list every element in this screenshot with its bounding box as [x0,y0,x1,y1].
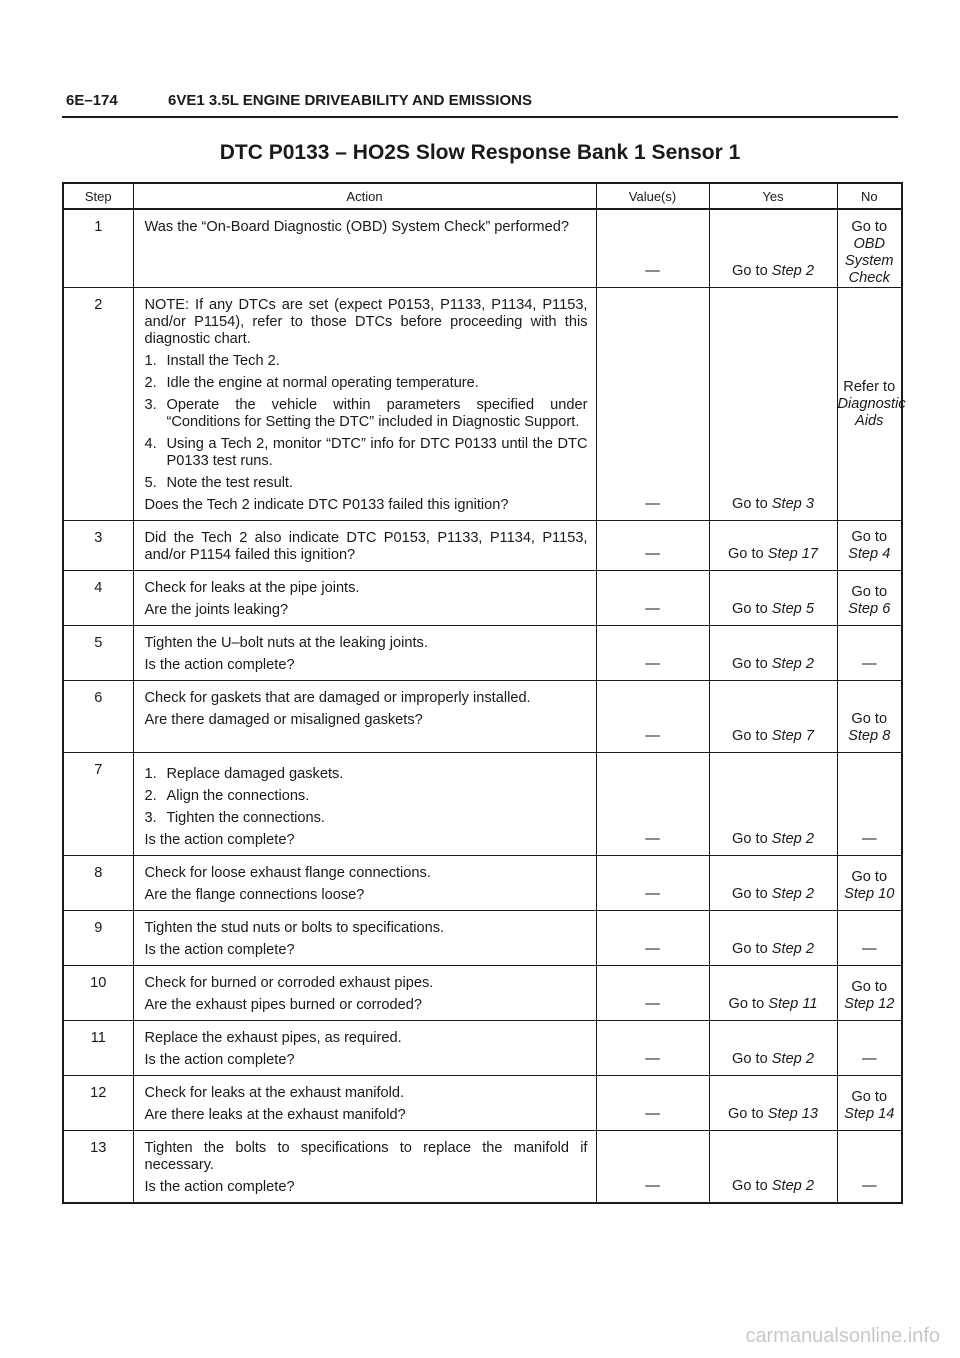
yes-cell: Go to Step 2 [709,209,837,288]
action-cell [133,209,596,288]
action-question: Is the action complete? [144,832,295,848]
yes-step-link[interactable]: Step 2 [771,886,814,902]
action-cell [133,681,596,753]
value-cell: — [596,1131,709,1204]
yes-step-link[interactable]: Step 2 [771,263,814,279]
column-header-yes: Yes [709,183,837,209]
action-text: Check for leaks at the exhaust manifold. [144,1085,405,1101]
yes-step-link[interactable]: Step 2 [771,941,814,957]
action-text: Are the joints leaking? [144,602,289,618]
action-text: Is the action complete? [144,942,295,958]
action-text: Check for burned or corroded exhaust pipes. [144,975,434,991]
action-text: Tighten the stud nuts or bolts to specifications. [144,920,445,936]
table-body [63,209,906,1203]
value-cell: — [596,626,709,681]
no-step-link[interactable]: Step 14 [844,1106,895,1122]
table-header-row [63,183,902,209]
table-row [63,753,902,856]
action-cell [133,626,596,681]
yes-cell: Go to Step 5 [709,571,837,626]
action-text: Check for gaskets that are damaged or improperly installed. [144,690,531,706]
value-cell: — [596,288,709,521]
action-cell [133,571,596,626]
substep-item: 5. Note the test result. [144,475,294,491]
page-header [62,92,898,118]
no-cell: Go to Step 14 [837,1076,902,1131]
action-text: Did the Tech 2 also indicate DTC P0153, P1133, P1134, P1153, and/or P1154 failed this ignition? [144,530,588,563]
no-cell: Go to Step 6 [837,571,902,626]
action-text: Replace the exhaust pipes, as required. [144,1030,402,1046]
value-cell: — [596,753,709,856]
table-row [63,681,902,753]
no-cell: — [837,626,902,681]
action-text: Was the “On-Board Diagnostic (OBD) System Check” performed? [144,219,569,235]
table-row [63,571,902,626]
yes-cell: Go to Step 2 [709,626,837,681]
yes-cell: Go to Step 2 [709,856,837,911]
step-number: 11 [63,1021,133,1076]
no-step-link[interactable]: Step 6 [848,601,891,617]
section-title: 6VE1 3.5L ENGINE DRIVEABILITY AND EMISSIONS [168,92,532,109]
no-step-link[interactable]: Diagnostic Aids [837,395,906,429]
no-cell: Go to OBD System Check [837,209,902,288]
yes-step-link[interactable]: Step 11 [768,996,818,1012]
yes-cell: Go to Step 2 [709,1021,837,1076]
action-cell [133,966,596,1021]
value-cell: — [596,681,709,753]
value-cell: — [596,856,709,911]
step-number: 10 [63,966,133,1021]
action-cell [133,521,596,571]
no-cell: Go to Step 10 [837,856,902,911]
action-text: NOTE: If any DTCs are set (expect P0153, P1133, P1134, P1153, and/or P1154), refer to those DTCs before proceeding with this diagnostic chart. [144,297,588,347]
no-cell: Refer to Diagnostic Aids [837,288,902,521]
table-row [63,1131,902,1204]
yes-cell: Go to Step 3 [709,288,837,521]
action-cell [133,1131,596,1204]
action-cell [133,911,596,966]
yes-cell: Go to Step 2 [709,1131,837,1204]
step-number: 7 [63,753,133,856]
table-row [63,209,902,288]
action-cell [133,856,596,911]
value-cell: — [596,911,709,966]
action-text: Are there damaged or misaligned gaskets? [144,712,423,728]
substep-item: 4. Using a Tech 2, monitor “DTC” info for DTC P0133 until the DTC P0133 test runs. [144,436,588,469]
action-text: Is the action complete? [144,1052,295,1068]
action-question: Does the Tech 2 indicate DTC P0133 failed this ignition? [144,497,509,513]
yes-step-link[interactable]: Step 5 [771,601,814,617]
watermark: carmanualsonline.info [745,1325,940,1347]
diagnostic-table [62,182,906,1204]
value-cell: — [596,1021,709,1076]
yes-cell: Go to Step 13 [709,1076,837,1131]
substep-list [145,353,588,492]
table-row [63,288,902,521]
yes-step-link[interactable]: Step 2 [771,831,814,847]
yes-step-link[interactable]: Step 2 [771,1051,814,1067]
column-header-values: Value(s) [596,183,709,209]
action-text: Is the action complete? [144,1179,295,1195]
page-number: 6E–174 [66,92,118,109]
action-text: Are the exhaust pipes burned or corroded? [144,997,422,1013]
step-number: 2 [63,288,133,521]
yes-step-link[interactable]: Step 2 [771,656,814,672]
action-text: Tighten the bolts to specifications to replace the manifold if necessary. [144,1140,588,1173]
no-cell: — [837,911,902,966]
table-row [63,1076,902,1131]
yes-step-link[interactable]: Step 13 [767,1106,819,1122]
action-text: Is the action complete? [144,657,295,673]
yes-cell: Go to Step 2 [709,753,837,856]
yes-step-link[interactable]: Step 7 [771,728,814,744]
no-step-link[interactable]: Step 12 [844,996,895,1012]
action-text: Are there leaks at the exhaust manifold? [144,1107,406,1123]
page-title: DTC P0133 – HO2S Slow Response Bank 1 Sensor 1 [219,141,741,164]
value-cell: — [596,571,709,626]
no-cell: — [837,1131,902,1204]
action-text: Check for loose exhaust flange connections. [144,865,431,881]
no-step-link[interactable]: Step 4 [848,546,891,562]
substep-item: 2. Align the connections. [144,788,310,804]
action-cell [133,753,596,856]
action-text: Tighten the U–bolt nuts at the leaking joints. [144,635,428,651]
step-number: 5 [63,626,133,681]
step-number: 9 [63,911,133,966]
no-step-link[interactable]: Step 10 [844,886,895,902]
no-step-link[interactable]: OBD System Check [844,236,894,286]
substep-item: 2. Idle the engine at normal operating temperature. [144,375,479,391]
no-cell: — [837,753,902,856]
yes-step-link[interactable]: Step 3 [771,496,814,512]
no-cell: Go to Step 8 [837,681,902,753]
step-number: 1 [63,209,133,288]
no-step-link[interactable]: Step 8 [848,728,891,744]
substep-item: 1. Replace damaged gaskets. [144,766,344,782]
column-header-no: No [837,183,902,209]
yes-step-link[interactable]: Step 2 [771,1178,814,1194]
no-cell: Go to Step 4 [837,521,902,571]
action-cell [133,288,596,521]
table-row [63,966,902,1021]
action-text: Check for leaks at the pipe joints. [144,580,360,596]
step-number: 8 [63,856,133,911]
substep-list [145,766,588,827]
value-cell: — [596,966,709,1021]
step-number: 3 [63,521,133,571]
table-row [63,626,902,681]
substep-item: 3. Operate the vehicle within parameters specified under “Conditions for Setting the DTC” included in Diagnostic Support. [144,397,588,430]
value-cell: — [596,209,709,288]
column-header-action: Action [133,183,596,209]
table-row [63,856,902,911]
yes-step-link[interactable]: Step 17 [767,546,819,562]
table-row [63,521,902,571]
yes-cell: Go to Step 7 [709,681,837,753]
value-cell: — [596,521,709,571]
action-cell [133,1021,596,1076]
step-number: 12 [63,1076,133,1131]
step-number: 4 [63,571,133,626]
yes-cell: Go to Step 11 [709,966,837,1021]
action-cell [133,1076,596,1131]
table-row [63,911,902,966]
column-header-step: Step [63,183,133,209]
yes-cell: Go to Step 2 [709,911,837,966]
substep-item: 3. Tighten the connections. [144,810,325,826]
substep-item: 1. Install the Tech 2. [144,353,280,369]
table-row [63,1021,902,1076]
value-cell: — [596,1076,709,1131]
no-cell: Go to Step 12 [837,966,902,1021]
yes-cell: Go to Step 17 [709,521,837,571]
action-text: Are the flange connections loose? [144,887,365,903]
step-number: 13 [63,1131,133,1204]
no-cell: — [837,1021,902,1076]
step-number: 6 [63,681,133,753]
